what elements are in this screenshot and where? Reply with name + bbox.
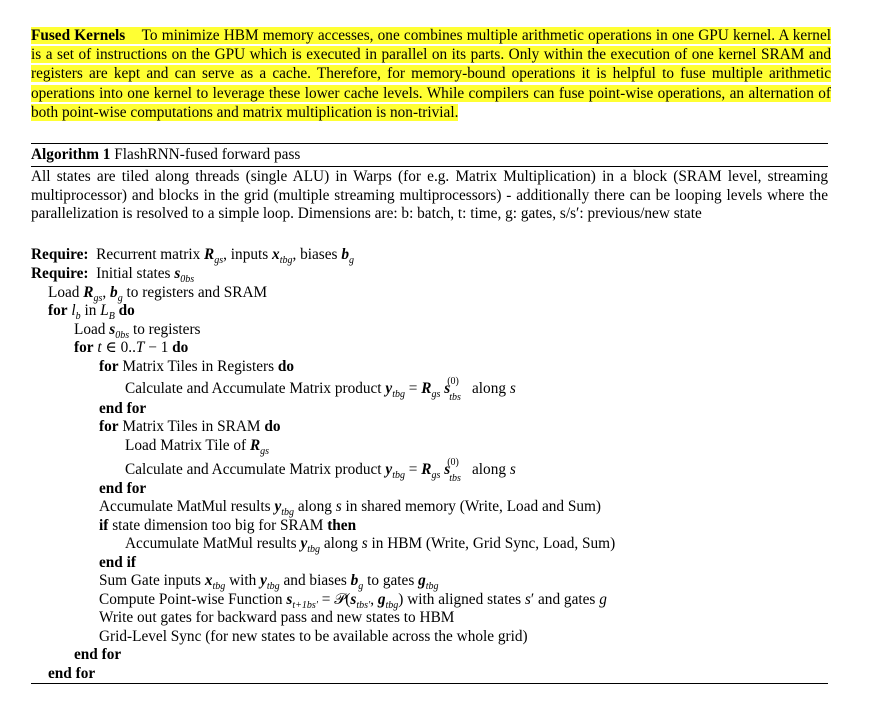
paragraph-title: Fused Kernels	[31, 27, 126, 44]
algo-line-end-for-3: end for	[99, 400, 147, 417]
algorithm-header-rule	[31, 166, 828, 167]
paragraph-body: To minimize HBM memory accesses, one combines multiple arithmetic operations in one GPU kernel. A kernel is a set of instructions on the GPU which is executed in parallel on its parts. Only within the execution of one kernel SRAM and registers are kept and can serve as a cache. Therefore, for memory-bound operations it is helpful to fuse multiple arithmetic operations into one kernel to leverage these lower cache levels. While compilers can fuse point-wise operations, an alternation of both point-wise computations and matrix multiplication is non-trivial.	[31, 27, 831, 121]
algo-line-for-2: for t ∈ 0..T − 1 do	[74, 339, 189, 356]
algo-line-for-3: for Matrix Tiles in Registers do	[99, 358, 295, 375]
algo-line-load-3: Load Matrix Tile of $R_{gs}$	[125, 437, 270, 458]
algorithm-caption	[31, 145, 300, 164]
algo-line-pointwise: Compute Point-wise Function $s_{t+1bs'}$ = $𝒫(s_{tbs'}$, $g_{tbg}$) with aligned states s′ and gates g	[99, 591, 607, 612]
algo-line-end-if: end if	[99, 554, 136, 571]
algorithm-bottom-rule	[31, 683, 828, 684]
algo-line-require-2: Require: Initial states $s_{0bs}$	[31, 265, 195, 286]
algo-line-for-4: for Matrix Tiles in SRAM do	[99, 418, 281, 435]
algo-line-grid-sync: Grid-Level Sync (for new states to be available across the whole grid)	[99, 628, 528, 645]
algorithm-title: FlashRNN-fused forward pass	[114, 146, 301, 163]
algorithm-description: All states are tiled along threads (single ALU) in Warps (for e.g. Matrix Multiplication) in a block (SRAM level, streaming multiprocessor) and blocks in the grid (multiple streaming multiprocessors) - additionally there can be looping levels where the parallelization is resolved to a simple loop. Dimensions are: b: batch, t: time, g: gates, s/s′: previous/new state	[31, 168, 828, 223]
highlighted-text	[31, 27, 831, 121]
algo-line-require-1: Require: Recurrent matrix $R_{gs}$, inputs $x_{tbg}$, biases $b_g$	[31, 246, 354, 267]
algo-line-accumulate-1: Accumulate MatMul results $y_{tbg}$ along s in shared memory (Write, Load and Sum)	[99, 498, 602, 519]
algo-line-calc-2: Calculate and Accumulate Matrix product $y_{tbg} = R_{gs}$ s (0) tbs along s	[125, 457, 516, 484]
algo-line-for-1: for $l_b$ in $L_B$ do	[48, 302, 135, 323]
fused-kernels-paragraph	[31, 26, 831, 122]
algo-line-load-2: Load $s_{0bs}$ to registers	[74, 321, 201, 342]
algo-line-accumulate-2: Accumulate MatMul results $y_{tbg}$ along s in HBM (Write, Grid Sync, Load, Sum)	[125, 535, 616, 556]
algo-line-if: if state dimension too big for SRAM then	[99, 517, 357, 534]
algo-line-end-for-4: end for	[99, 480, 147, 497]
algorithm-label: Algorithm 1	[31, 146, 111, 163]
algo-line-end-for-2: end for	[74, 646, 122, 663]
algo-line-calc-1: Calculate and Accumulate Matrix product $y_{tbg} = R_{gs}$ s (0) tbs along s	[125, 376, 516, 403]
algo-line-sum-gates: Sum Gate inputs $x_{tbg}$ with $y_{tbg}$ and biases $b_g$ to gates $g_{tbg}$	[99, 572, 439, 593]
algo-line-write-out: Write out gates for backward pass and new states to HBM	[99, 609, 455, 626]
algo-line-load-1: Load $R_{gs}$, $b_g$ to registers and SRAM	[48, 284, 268, 305]
algo-line-end-for-1: end for	[48, 665, 96, 682]
